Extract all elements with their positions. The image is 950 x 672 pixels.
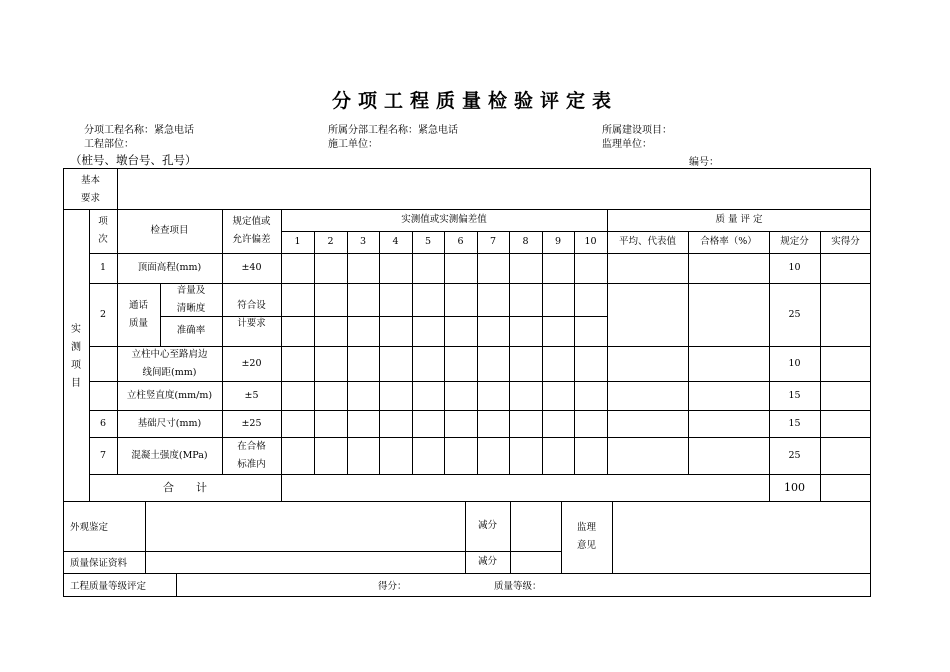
header-actual-score: 实得分 xyxy=(831,236,860,247)
measure-col-9: 9 xyxy=(554,236,562,247)
row-3-item: 立柱中心至路肩边 线间距(mm) xyxy=(131,348,208,378)
row-7-no: 7 xyxy=(99,449,107,461)
supervision-opinion-label: 监理 意见 xyxy=(576,522,596,551)
row-2-group: 通话 质量 xyxy=(128,299,148,329)
serial-number-label: 编号： xyxy=(689,157,719,168)
measure-col-7: 7 xyxy=(489,236,497,247)
row-2-subitem-volume: 音量及 清晰度 xyxy=(176,284,206,314)
quality-grade-label: 质量等级： xyxy=(494,581,542,592)
measured-items-label: 实测项目 xyxy=(71,324,81,389)
measure-col-6: 6 xyxy=(457,236,464,247)
page-title: 分项工程质量检验评定表 xyxy=(331,90,618,112)
row-1-no: 1 xyxy=(99,262,107,273)
row-4-score: 15 xyxy=(788,389,801,401)
row-1-score: 10 xyxy=(788,262,801,273)
qa-deduction-label: 减分 xyxy=(477,556,497,567)
pile-number-label: （桩号、墩台号、孔号） xyxy=(70,153,197,167)
appearance-deduction-label: 减分 xyxy=(477,520,497,531)
row-2-subitem-accuracy: 准确率 xyxy=(176,325,206,336)
header-measured-values: 实测值或实测偏差值 xyxy=(401,214,487,225)
measure-col-8: 8 xyxy=(522,236,529,247)
row-2-no: 2 xyxy=(99,308,107,320)
measure-col-3: 3 xyxy=(359,236,367,247)
supervisor-unit-label: 监理单位： xyxy=(602,139,652,150)
project-part: 工程部位： xyxy=(84,139,134,150)
header-pass-rate: 合格率（%） xyxy=(700,236,757,247)
row-4-item: 立柱竖直度(mm/m) xyxy=(126,389,213,401)
sub-project-name: 分项工程名称：紧急电话 xyxy=(84,125,194,136)
qa-documents-label: 质量保证资料 xyxy=(70,558,128,569)
measure-col-1: 1 xyxy=(294,236,301,247)
row-7-item: 混凝土强度(MPa) xyxy=(131,449,208,461)
grade-evaluation-label: 工程质量等级评定 xyxy=(70,581,147,592)
row-6-no: 6 xyxy=(99,417,107,429)
row-7-spec: 在合格 标准内 xyxy=(237,440,266,470)
row-1-item: 顶面高程(mm) xyxy=(137,262,202,273)
row-3-spec: ±20 xyxy=(241,357,262,369)
measure-col-10: 10 xyxy=(584,236,597,247)
header-average: 平均、代表值 xyxy=(618,236,676,247)
row-1-spec: ±40 xyxy=(241,262,262,273)
row-4-spec: ±5 xyxy=(244,389,259,401)
appearance-label: 外观鉴定 xyxy=(70,522,109,533)
total-score: 100 xyxy=(784,480,805,494)
row-6-score: 15 xyxy=(788,417,801,429)
measure-col-2: 2 xyxy=(327,236,334,247)
construction-project-label: 所属建设项目： xyxy=(602,125,672,136)
row-2-spec: 符合设 计要求 xyxy=(237,299,266,329)
basic-requirement-label: 基本 要求 xyxy=(80,174,100,204)
row-6-item: 基础尺寸(mm) xyxy=(137,417,202,429)
header-item-no: 项 次 xyxy=(98,216,108,245)
measure-col-4: 4 xyxy=(392,236,399,247)
row-3-score: 10 xyxy=(788,357,801,369)
total-label: 合 计 xyxy=(163,480,207,494)
row-7-score: 25 xyxy=(788,449,801,461)
parent-project-name: 所属分部工程名称：紧急电话 xyxy=(328,125,458,136)
header-specified-score: 规定分 xyxy=(780,236,809,247)
score-label: 得分： xyxy=(378,581,407,592)
header-quality-assessment: 质 量 评 定 xyxy=(715,214,763,225)
measure-col-5: 5 xyxy=(424,236,432,247)
row-6-spec: ±25 xyxy=(241,417,262,429)
contractor-label: 施工单位： xyxy=(328,139,378,150)
row-2-score: 25 xyxy=(788,308,801,320)
header-spec: 规定值或 允许偏差 xyxy=(232,216,271,245)
header-check-item: 检查项目 xyxy=(150,225,189,236)
